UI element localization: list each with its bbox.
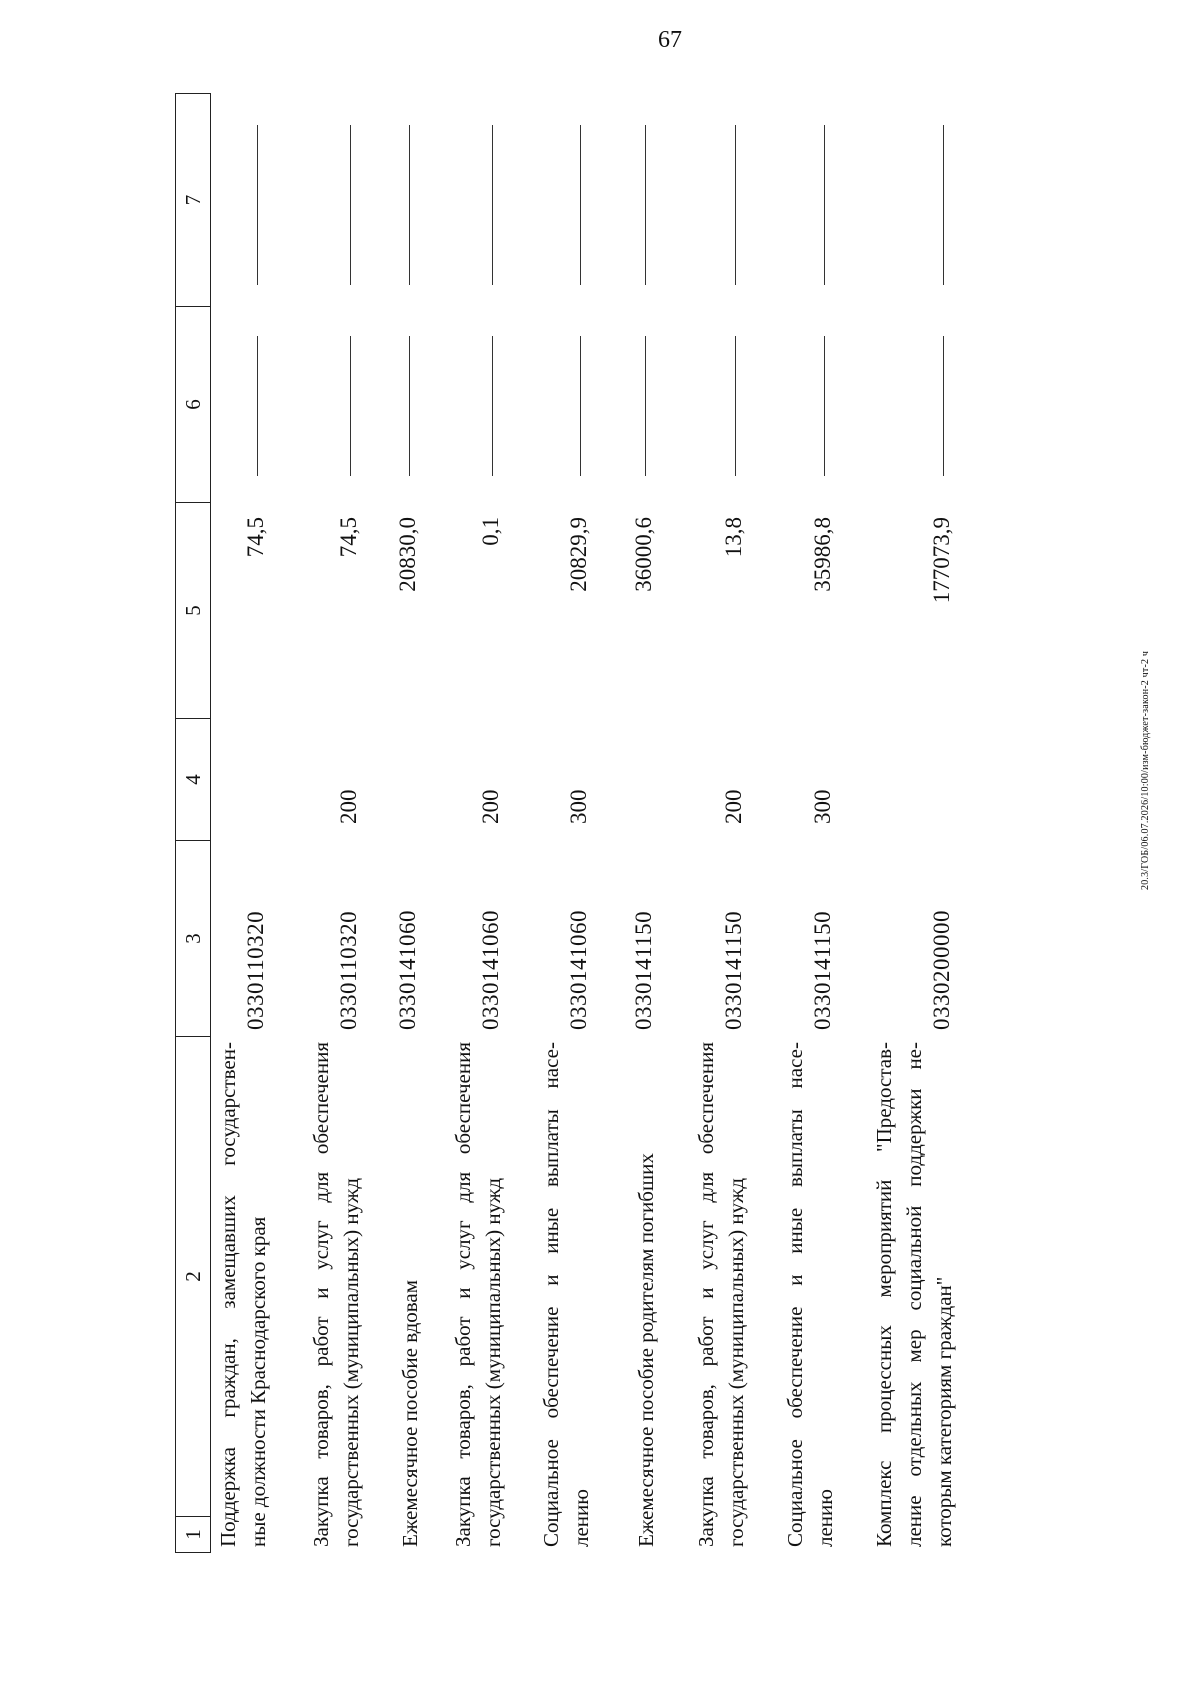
- row-code: 0330141060: [395, 910, 420, 1030]
- row-col6-dash: [735, 336, 736, 476]
- rotated-table-area: [175, 93, 1049, 1553]
- row-col7-dash: [350, 125, 351, 285]
- description-line: Закупка товаров, работ и услуг для обеспечения: [309, 1042, 333, 1547]
- row-col7-dash: [735, 125, 736, 285]
- header-col-1: 1: [176, 1517, 210, 1553]
- description-line: Комплекс процессных мероприятий "Предостав-: [872, 1042, 896, 1547]
- row-col6-dash: [580, 336, 581, 476]
- row-col6-dash: [409, 336, 410, 476]
- row-code: 0330141150: [810, 910, 835, 1030]
- row-amount: 20830,0: [395, 517, 420, 592]
- description-line: лению: [569, 1489, 593, 1547]
- row-description: [448, 1042, 508, 1547]
- row-code: 0330141060: [566, 910, 591, 1030]
- row-amount: 74,5: [243, 517, 268, 558]
- row-col7-dash: [580, 125, 581, 285]
- row-kind: 300: [566, 789, 591, 824]
- row-col6-dash: [492, 336, 493, 476]
- row-description: [691, 1042, 751, 1547]
- row-col7-dash: [409, 125, 410, 285]
- description-line: ление отдельных мер социальной поддержки не-: [902, 1042, 926, 1547]
- row-kind: 200: [336, 789, 361, 824]
- row-col6-dash: [350, 336, 351, 476]
- row-amount: 13,8: [721, 517, 746, 558]
- description-line: лению: [813, 1489, 837, 1547]
- row-kind: 300: [810, 789, 835, 824]
- row-amount: 0,1: [478, 517, 503, 546]
- row-code: 0330141150: [721, 910, 746, 1030]
- description-line: Ежемесячное пособие родителям погибших: [634, 1153, 658, 1547]
- header-col-3: 3: [176, 841, 210, 1037]
- row-col6-dash: [257, 336, 258, 476]
- row-col6-dash: [824, 336, 825, 476]
- row-col7-dash: [492, 125, 493, 285]
- row-col7-dash: [645, 125, 646, 285]
- row-code: 0330110320: [243, 910, 268, 1030]
- budget-table: [175, 93, 1049, 1553]
- row-code: 0330141150: [631, 910, 656, 1030]
- row-amount: 35986,8: [810, 517, 835, 592]
- row-code: 0330110320: [336, 910, 361, 1030]
- document-footer-note: 20.3/ГОБ/06.07.2026/10:00/изм-бюджет-закон-2 чт-2 ч: [1140, 650, 1151, 890]
- description-line: Закупка товаров, работ и услуг для обеспечения: [451, 1042, 475, 1547]
- header-col-7: 7: [176, 93, 210, 307]
- header-col-6: 6: [176, 307, 210, 503]
- description-line: государственных (муниципальных) нужд: [339, 1177, 363, 1547]
- row-col6-dash: [645, 336, 646, 476]
- row-code: 0330200000: [929, 910, 954, 1030]
- description-line: Социальное обеспечение и иные выплаты насе-: [539, 1042, 563, 1547]
- row-description: [306, 1042, 366, 1547]
- description-line: ные должности Краснодарского края: [246, 1216, 270, 1547]
- row-col6-dash: [943, 336, 944, 476]
- row-description: [780, 1042, 840, 1547]
- row-description: [869, 1042, 959, 1547]
- row-code: 0330141060: [478, 910, 503, 1030]
- header-col-2: 2: [176, 1037, 210, 1517]
- row-amount: 20829,9: [566, 517, 591, 592]
- row-description: [631, 1042, 661, 1547]
- row-kind: 200: [478, 789, 503, 824]
- row-amount: 74,5: [336, 517, 361, 558]
- row-col7-dash: [824, 125, 825, 285]
- description-line: Социальное обеспечение и иные выплаты насе-: [783, 1042, 807, 1547]
- description-line: Закупка товаров, работ и услуг для обеспечения: [694, 1042, 718, 1547]
- description-line: Поддержка граждан, замещавших государствен-: [216, 1042, 240, 1547]
- header-col-5: 5: [176, 503, 210, 719]
- row-amount: 177073,9: [929, 517, 954, 604]
- description-line: Ежемесячное пособие вдовам: [398, 1279, 422, 1547]
- row-col7-dash: [257, 125, 258, 285]
- description-line: которым категориям граждан": [932, 1276, 956, 1547]
- row-description: [536, 1042, 596, 1547]
- page-number: 67: [658, 27, 682, 53]
- description-line: государственных (муниципальных) нужд: [481, 1177, 505, 1547]
- row-kind: 200: [721, 789, 746, 824]
- header-col-4: 4: [176, 719, 210, 841]
- row-amount: 36000,6: [631, 517, 656, 592]
- row-description: [213, 1042, 273, 1547]
- row-col7-dash: [943, 125, 944, 285]
- description-line: государственных (муниципальных) нужд: [724, 1177, 748, 1547]
- table-header-row: [175, 93, 211, 1553]
- row-description: [395, 1042, 425, 1547]
